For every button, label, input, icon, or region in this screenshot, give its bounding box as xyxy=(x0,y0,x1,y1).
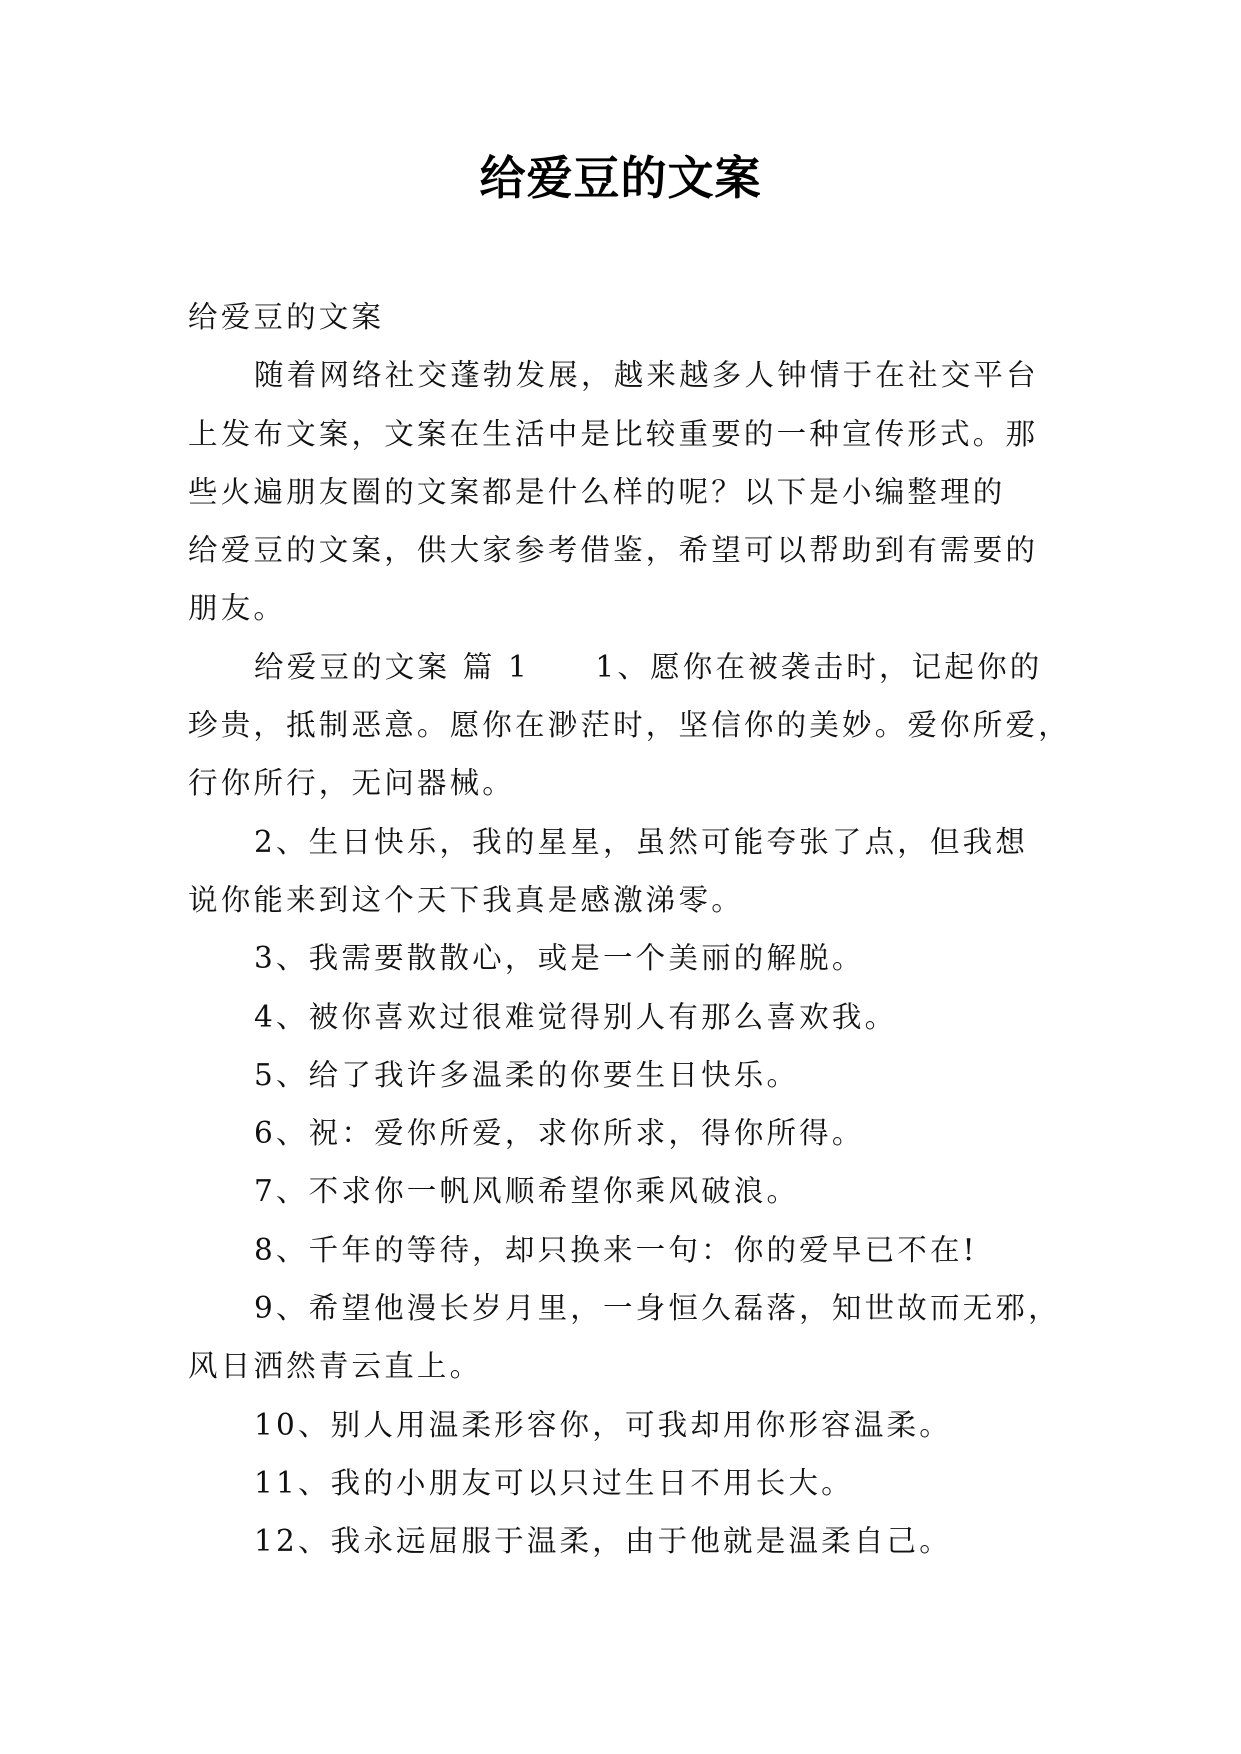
paragraph-item-11 xyxy=(188,1454,1043,1512)
text-line: 10、别人用温柔形容你，可我却用你形容温柔。 xyxy=(254,1407,952,1442)
text-line: 说你能来到这个天下我真是感激涕零。 xyxy=(188,882,744,917)
text-line: 上发布文案，文案在生活中是比较重要的一种宣传形式。那 xyxy=(188,416,1039,451)
text-line: 6、祝：爱你所爱，求你所求，得你所得。 xyxy=(254,1116,865,1151)
paragraph-intro xyxy=(188,346,1043,637)
text-line: 些火遍朋友圈的文案都是什么样的呢？以下是小编整理的 xyxy=(188,474,1006,509)
document-subtitle: 给爱豆的文案 xyxy=(188,300,385,334)
paragraph-item-9 xyxy=(188,1279,1061,1396)
text-line: 给爱豆的文案，供大家参考借鉴，希望可以帮助到有需要的 xyxy=(188,533,1039,568)
text-line: 7、不求你一帆风顺希望你乘风破浪。 xyxy=(254,1174,800,1209)
text-line: 4、被你喜欢过很难觉得别人有那么喜欢我。 xyxy=(254,999,898,1034)
text-line: 11、我的小朋友可以只过生日不用长大。 xyxy=(254,1465,854,1500)
text-line: 给爱豆的文案 篇 1 1、愿你在被袭击时，记起你的 xyxy=(254,649,1043,684)
document-title: 给爱豆的文案 xyxy=(479,151,762,205)
paragraph-item-3 xyxy=(188,929,1043,987)
text-line: 风日洒然青云直上。 xyxy=(188,1349,483,1384)
text-line: 12、我永远屈服于温柔，由于他就是温柔自己。 xyxy=(254,1524,952,1559)
text-line: 9、希望他漫长岁月里，一身恒久磊落，知世故而无邪， xyxy=(254,1291,1061,1326)
document-body xyxy=(188,288,1071,1571)
paragraph-item-1 xyxy=(188,638,1071,813)
text-line: 3、我需要散散心，或是一个美丽的解脱。 xyxy=(254,941,865,976)
text-line: 行你所行，无问器械。 xyxy=(188,766,516,801)
text-line: 随着网络社交蓬勃发展，越来越多人钟情于在社交平台 xyxy=(254,358,1039,393)
paragraph-item-12 xyxy=(188,1512,1043,1570)
text-line: 5、给了我许多温柔的你要生日快乐。 xyxy=(254,1057,800,1092)
paragraph-item-8 xyxy=(188,1221,1043,1279)
paragraph-item-7 xyxy=(188,1162,1043,1220)
paragraph-item-10 xyxy=(188,1396,1043,1454)
text-line: 珍贵，抵制恶意。愿你在渺茫时，坚信你的美妙。爱你所爱， xyxy=(188,708,1071,743)
paragraph-item-2 xyxy=(188,813,1043,930)
text-line: 2、生日快乐，我的星星，虽然可能夸张了点，但我想 xyxy=(254,824,1029,859)
text-line: 8、千年的等待，却只换来一句：你的爱早已不在! xyxy=(254,1232,978,1267)
paragraph-item-4 xyxy=(188,988,1043,1046)
text-line: 朋友。 xyxy=(188,591,287,626)
paragraph-item-5 xyxy=(188,1046,1043,1104)
paragraph-item-6 xyxy=(188,1104,1043,1162)
